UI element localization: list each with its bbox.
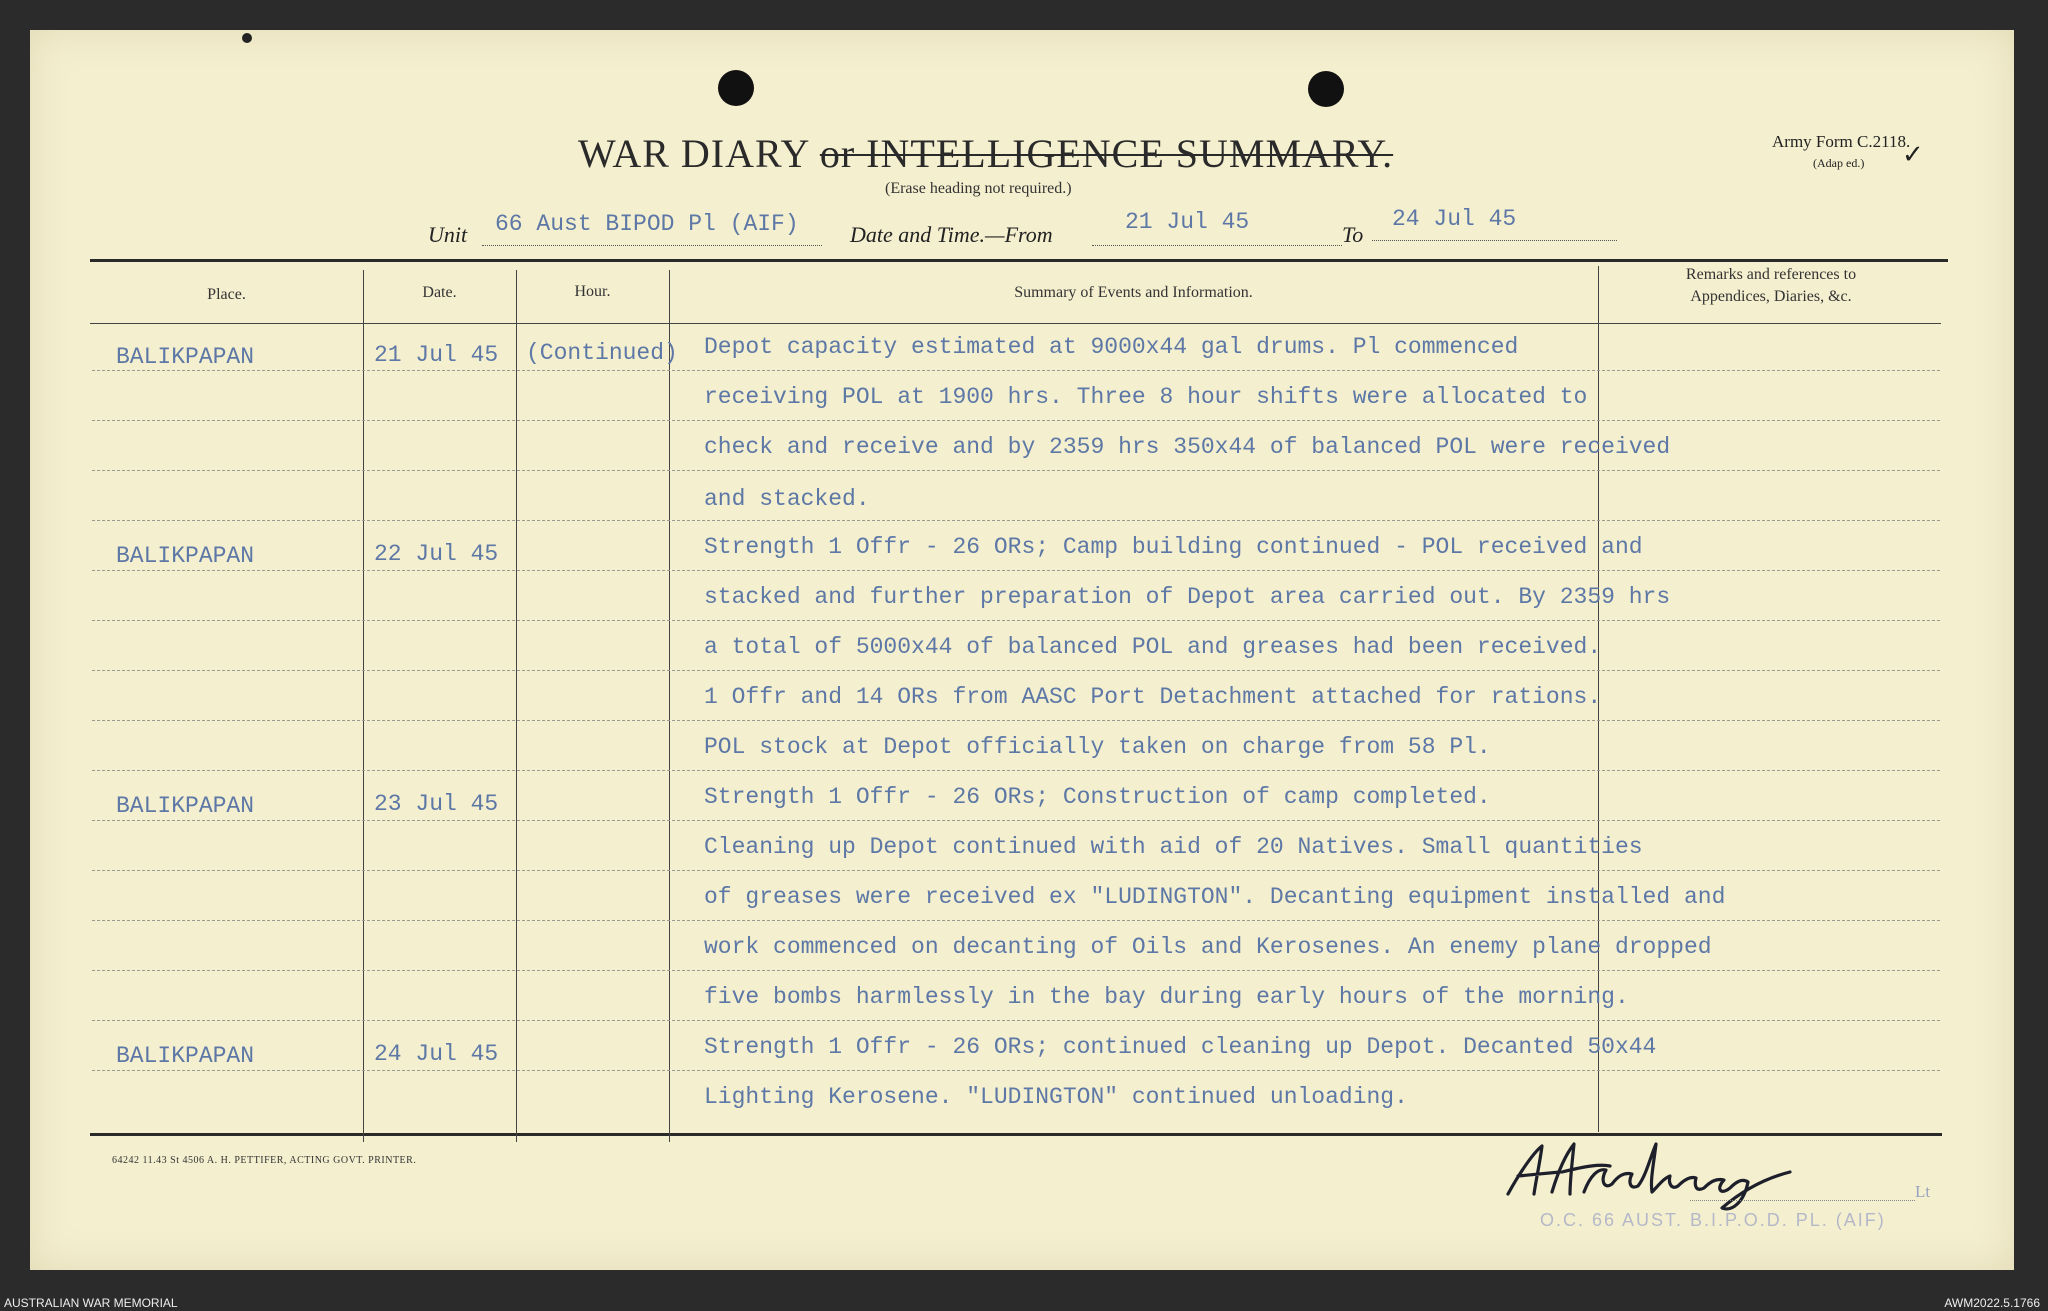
signature-dotted-line bbox=[1690, 1200, 1915, 1201]
title-struck-text: or INTELLIGENCE SUMMARY. bbox=[819, 131, 1394, 176]
archive-reference: AWM2022.5.1766 bbox=[1944, 1296, 2040, 1310]
handwritten-tick-icon: ✓ bbox=[1902, 140, 1924, 169]
army-form-subnote: (Adap ed.) bbox=[1813, 156, 1865, 170]
ruled-line bbox=[92, 1020, 1940, 1021]
summary-line: check and receive and by 2359 hrs 350x44 of balanced POL were received bbox=[704, 434, 1671, 460]
entry-hour: (Continued) bbox=[526, 340, 678, 366]
entry-place: BALIKPAPAN bbox=[116, 543, 255, 569]
summary-line: POL stock at Depot officially taken on charge from 58 Pl. bbox=[704, 734, 1491, 760]
title-war-diary: WAR DIARY bbox=[578, 131, 820, 176]
column-header-remarks-line1: Remarks and references to bbox=[1685, 266, 1857, 283]
entry-date: 24 Jul 45 bbox=[374, 1041, 499, 1067]
summary-line: work commenced on decanting of Oils and Kerosenes. An enemy plane dropped bbox=[704, 934, 1712, 960]
to-dotted-line bbox=[1372, 240, 1617, 241]
summary-line: Depot capacity estimated at 9000x44 gal drums. Pl commenced bbox=[704, 334, 1519, 360]
entry-date: 22 Jul 45 bbox=[374, 541, 499, 567]
column-divider-hour bbox=[669, 270, 670, 1142]
summary-line: of greases were received ex "LUDINGTON". Decanting equipment installed and bbox=[704, 884, 1726, 910]
army-form-number: Army Form C.2118. bbox=[1772, 132, 1911, 151]
header-bottom-border bbox=[90, 323, 1941, 324]
pin-hole bbox=[242, 33, 252, 43]
ruled-line bbox=[92, 420, 1940, 421]
printer-imprint: 64242 11.43 St 4506 A. H. PETTIFER, ACTING GOVT. PRINTER. bbox=[112, 1155, 417, 1166]
date-time-from-label: Date and Time.—From bbox=[850, 222, 1053, 247]
punch-hole-left bbox=[718, 70, 754, 106]
unit-value: 66 Aust BIPOD Pl (AIF) bbox=[495, 211, 799, 237]
ruled-line bbox=[92, 620, 1940, 621]
entry-place: BALIKPAPAN bbox=[116, 1043, 255, 1069]
rank-label: Lt bbox=[1915, 1182, 1931, 1201]
ruled-line bbox=[92, 520, 1940, 521]
punch-hole-right bbox=[1308, 71, 1344, 107]
entry-date: 23 Jul 45 bbox=[374, 791, 499, 817]
ruled-line bbox=[92, 570, 1940, 571]
from-date-value: 21 Jul 45 bbox=[1125, 209, 1250, 235]
summary-line: five bombs harmlessly in the bay during early hours of the morning. bbox=[704, 984, 1629, 1010]
ruled-line bbox=[92, 470, 1940, 471]
ruled-line bbox=[92, 770, 1940, 771]
summary-line: Strength 1 Offr - 26 ORs; Camp building continued - POL received and bbox=[704, 534, 1643, 560]
column-header-hour: Hour. bbox=[574, 283, 611, 300]
column-header-summary: Summary of Events and Information. bbox=[1014, 284, 1253, 301]
ruled-line bbox=[92, 920, 1940, 921]
summary-line: Cleaning up Depot continued with aid of 20 Natives. Small quantities bbox=[704, 834, 1643, 860]
column-header-date: Date. bbox=[422, 284, 457, 301]
form-title bbox=[578, 130, 1393, 177]
entry-date: 21 Jul 45 bbox=[374, 342, 499, 368]
summary-line: Strength 1 Offr - 26 ORs; continued cleaning up Depot. Decanted 50x44 bbox=[704, 1034, 1657, 1060]
column-divider-place bbox=[363, 270, 364, 1142]
summary-line: and stacked. bbox=[704, 486, 870, 512]
unit-label: Unit bbox=[428, 222, 468, 247]
summary-line: Strength 1 Offr - 26 ORs; Construction of camp completed. bbox=[704, 784, 1491, 810]
ruled-line bbox=[92, 820, 1940, 821]
ruled-line bbox=[92, 370, 1940, 371]
unit-dotted-line bbox=[482, 245, 822, 246]
ruled-line bbox=[92, 970, 1940, 971]
column-divider-date bbox=[516, 270, 517, 1142]
archive-credit: AUSTRALIAN WAR MEMORIAL bbox=[4, 1296, 178, 1310]
summary-line: a total of 5000x44 of balanced POL and greases had been received. bbox=[704, 634, 1602, 660]
to-label: To bbox=[1342, 222, 1364, 247]
summary-line: receiving POL at 1900 hrs. Three 8 hour shifts were allocated to bbox=[704, 384, 1588, 410]
summary-line: Lighting Kerosene. "LUDINGTON" continued unloading. bbox=[704, 1084, 1408, 1110]
to-date-value: 24 Jul 45 bbox=[1392, 206, 1517, 232]
summary-line: 1 Offr and 14 ORs from AASC Port Detachment attached for rations. bbox=[704, 684, 1602, 710]
summary-line: stacked and further preparation of Depot area carried out. By 2359 hrs bbox=[704, 584, 1671, 610]
erase-note: (Erase heading not required.) bbox=[885, 180, 1072, 197]
from-dotted-line bbox=[1092, 245, 1342, 246]
ruled-line bbox=[92, 870, 1940, 871]
ruled-line bbox=[92, 1070, 1940, 1071]
ruled-line bbox=[92, 670, 1940, 671]
unit-stamp: O.C. 66 AUST. B.I.P.O.D. PL. (AIF) bbox=[1540, 1210, 1886, 1230]
column-header-remarks-line2: Appendices, Diaries, &c. bbox=[1690, 288, 1852, 305]
column-header-place: Place. bbox=[207, 286, 246, 303]
table-top-border bbox=[90, 259, 1948, 262]
entry-place: BALIKPAPAN bbox=[116, 793, 255, 819]
officer-signature bbox=[1500, 1132, 1830, 1217]
entry-place: BALIKPAPAN bbox=[116, 344, 255, 370]
ruled-line bbox=[92, 720, 1940, 721]
